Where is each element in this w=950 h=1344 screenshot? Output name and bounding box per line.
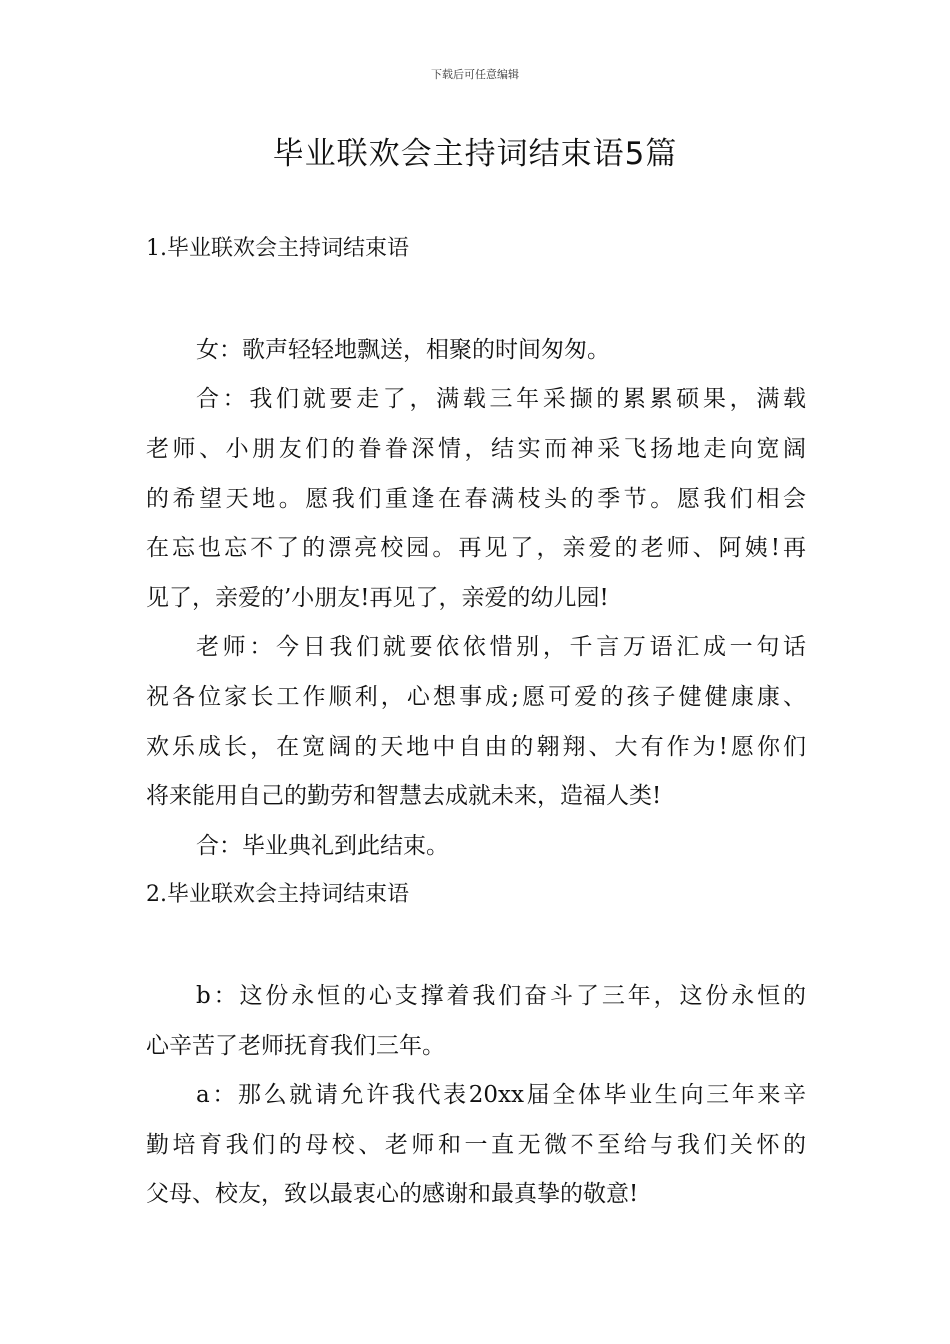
paragraph-line: 合：我们就要走了，满载三年采撷的累累硕果，满载 — [196, 386, 806, 412]
paragraph-line: b：这份永恒的心支撑着我们奋斗了三年，这份永恒的 — [196, 983, 806, 1009]
paragraph-line: 将来能用自己的勤劳和智慧去成就未来，造福人类! — [146, 783, 662, 809]
section-heading: 2.毕业联欢会主持词结束语 — [146, 882, 409, 907]
paragraph-line: 合：毕业典礼到此结束。 — [196, 833, 449, 859]
paragraph-line: 父母、校友，致以最衷心的感谢和最真挚的敬意! — [146, 1181, 639, 1207]
paragraph-line: 的希望天地。愿我们重逢在春满枝头的季节。愿我们相会 — [146, 486, 806, 512]
paragraph-line: 女：歌声轻轻地飘送，相聚的时间匆匆。 — [196, 337, 610, 363]
document-title: 毕业联欢会主持词结束语5篇 — [272, 136, 678, 172]
paragraph-line: 在忘也忘不了的漂亮校园。再见了，亲爱的老师、阿姨!再 — [146, 535, 806, 561]
paragraph-line: a：那么就请允许我代表20xx届全体毕业生向三年来辛 — [196, 1082, 806, 1108]
header-note: 下载后可任意编辑 — [431, 68, 519, 81]
paragraph-line: 勤培育我们的母校、老师和一直无微不至给与我们关怀的 — [146, 1132, 806, 1158]
paragraph-line: 祝各位家长工作顺利，心想事成;愿可爱的孩子健健康康、 — [146, 684, 806, 710]
paragraph-line: 欢乐成长，在宽阔的天地中自由的翱翔、大有作为!愿你们 — [146, 734, 806, 760]
paragraph-line: 心辛苦了老师抚育我们三年。 — [146, 1033, 445, 1059]
paragraph-line: 老师：今日我们就要依依惜别，千言万语汇成一句话 — [196, 634, 806, 660]
paragraph-line: 见了，亲爱的’小朋友!再见了，亲爱的幼儿园! — [146, 585, 609, 611]
section-heading: 1.毕业联欢会主持词结束语 — [146, 236, 409, 261]
paragraph-line: 老师、小朋友们的眷眷深情，结实而神采飞扬地走向宽阔 — [146, 436, 806, 462]
